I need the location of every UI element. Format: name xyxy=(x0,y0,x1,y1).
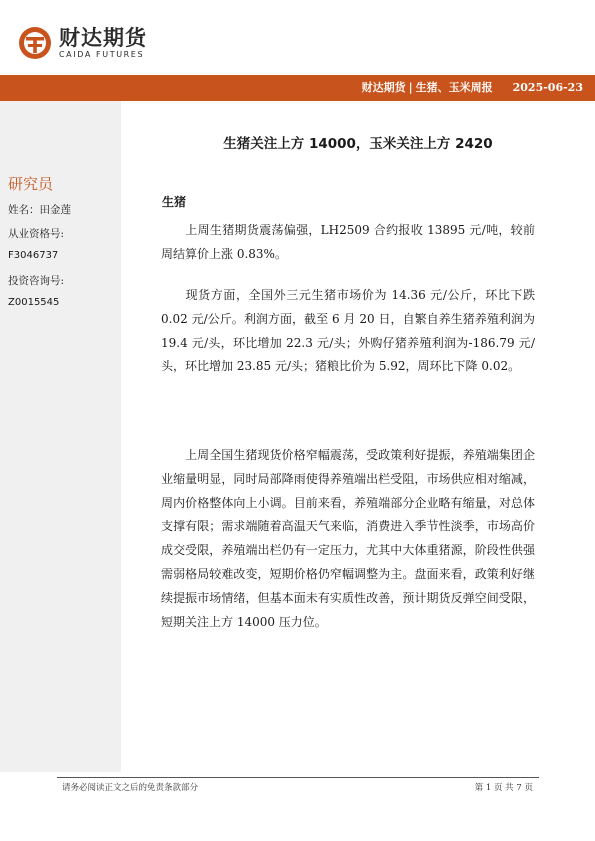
company-logo xyxy=(18,26,147,60)
qualification-label: 从业资格号: xyxy=(8,228,65,240)
paragraph-spot xyxy=(161,284,535,379)
header-report-name: 生猪、玉米周报 xyxy=(415,81,493,94)
qualification-number: F3046737 xyxy=(8,250,59,261)
footer-divider xyxy=(57,777,539,778)
paragraph-outlook-text: 上周全国生猪现货价格窄幅震荡，受政策利好提振，养殖端集团企业缩量明显，同时局部降雨使得养殖端出栏受阻，市场供应相对缩减，周内价格整体向上小调。目前来看，养殖端部分企业略有缩量，对总体支撑有限；需求端随着高温天气来临，消费进入季节性淡季，市场高价成交受限，养殖端出栏仍有一定压力，尤其中大体重猪源，阶段性供强需弱格局较难改变，短期价格仍窄幅调整为主。盘面来看，政策利好继续提振市场情绪，但基本面未有实质性改善，预计期货反弹空间受限，短期关注上方 14000 压力位。 xyxy=(161,448,535,629)
paragraph-outlook xyxy=(161,444,535,634)
footer-page-number: 第 1 页 共 7 页 xyxy=(474,783,533,793)
researcher-sidebar xyxy=(0,101,121,772)
logo-chinese-name: 财达期货 xyxy=(59,26,147,50)
header-date: 2025-06-23 xyxy=(512,81,583,94)
section-heading-hog: 生猪 xyxy=(162,195,187,209)
researcher-heading: 研究员 xyxy=(8,175,54,193)
paragraph-futures-text: 上周生猪期货震荡偏强，LH2509 合约报收 13895 元/吨，较前周结算价上涨 0.83%。 xyxy=(161,223,535,261)
investment-consulting-number: Z0015545 xyxy=(8,297,60,308)
report-title: 生猪关注上方 14000，玉米关注上方 2420 xyxy=(223,136,493,152)
caida-logo-icon xyxy=(18,26,52,60)
researcher-name: 姓名：田金莲 xyxy=(8,204,71,216)
investment-consulting-label: 投资咨询号: xyxy=(8,275,65,287)
header-separator: | xyxy=(408,81,413,94)
logo-english-name: CAIDA FUTURES xyxy=(59,50,145,59)
footer-disclaimer: 请务必阅读正文之后的免责条款部分 xyxy=(62,783,199,793)
header-bar xyxy=(0,75,595,101)
header-company: 财达期货 xyxy=(361,81,406,94)
paragraph-futures xyxy=(161,219,535,267)
paragraph-spot-text: 现货方面，全国外三元生猪市场价为 14.36 元/公斤，环比下跌 0.02 元/公斤。利润方面，截至 6 月 20 日，自繁自养生猪养殖利润为 19.4 元/头，环比增加 22.3 元/头；外购仔猪养殖利润为-186.79 元/头，环比增加 23.85 元/头；猪粮比价为 5.92，周环比下降 0.02。 xyxy=(161,288,535,374)
